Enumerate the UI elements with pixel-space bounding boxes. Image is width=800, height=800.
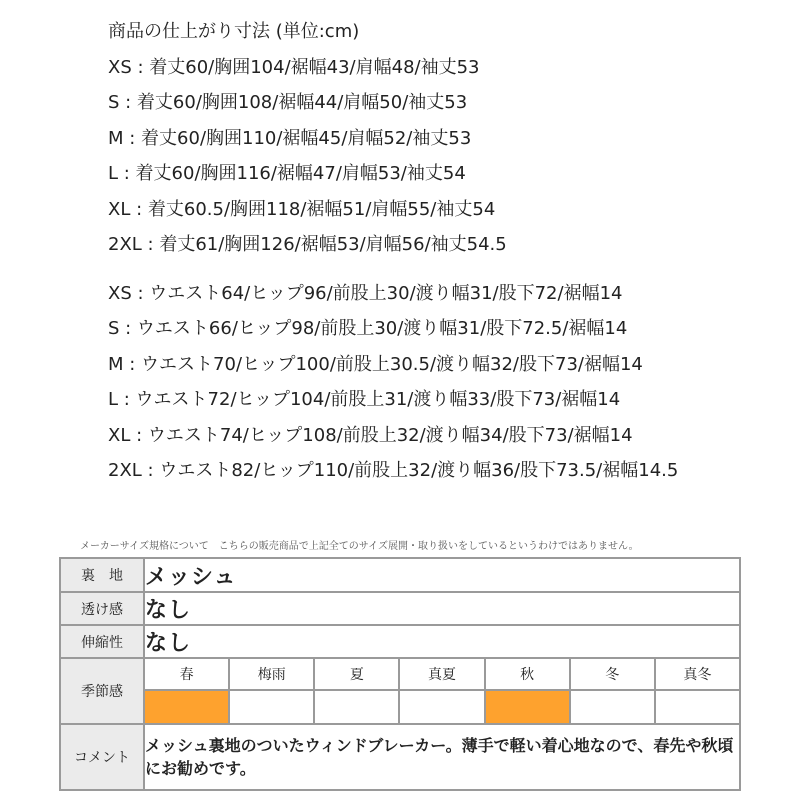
size-list — [108, 14, 768, 489]
lining-label: 裏 地 — [60, 558, 144, 592]
maker-size-note: メーカーサイズ規格について こちらの販売商品で上記全てのサイズ展開・取り扱いをしているというわけではありません。 — [80, 541, 639, 552]
season-summer: 夏 — [314, 658, 399, 690]
top-size-xs: XS : 着丈60/胸囲104/裾幅43/肩幅48/袖丈53 — [108, 56, 480, 78]
stretch-value: なし — [144, 625, 740, 658]
spec-row-comment — [60, 724, 740, 790]
season-mark-midsummer — [399, 690, 484, 724]
size-title: 商品の仕上がり寸法 (単位:cm) — [108, 21, 360, 42]
spec-row-season-names — [60, 658, 740, 690]
bottom-size-l: L : ウエスト72/ヒップ104/前股上31/渡り幅33/股下73/裾幅14 — [108, 389, 621, 410]
season-label: 季節感 — [60, 658, 144, 724]
lining-value: メッシュ — [144, 558, 740, 592]
season-midwinter: 真冬 — [655, 658, 740, 690]
season-mark-rainy — [229, 690, 314, 724]
spec-row-stretch — [60, 625, 740, 658]
season-mark-midwinter — [655, 690, 740, 724]
season-mark-summer — [314, 690, 399, 724]
comment-value: メッシュ裏地のついたウィンドブレーカー。薄手で軽い着心地なので、春先や秋頃にお勧めです。 — [144, 724, 740, 790]
bottom-size-m: M : ウエスト70/ヒップ100/前股上30.5/渡り幅32/股下73/裾幅14 — [108, 353, 643, 375]
season-mark-winter — [570, 690, 655, 724]
bottom-size-2xl: 2XL : ウエスト82/ヒップ110/前股上32/渡り幅36/股下73.5/裾幅14.5 — [108, 460, 679, 481]
comment-label: コメント — [60, 724, 144, 790]
season-winter: 冬 — [570, 658, 655, 690]
season-rainy: 梅雨 — [229, 658, 314, 690]
sheer-label: 透け感 — [60, 592, 144, 625]
stretch-label: 伸縮性 — [60, 625, 144, 658]
season-mark-spring — [144, 690, 229, 724]
season-mark-autumn — [485, 690, 570, 724]
top-size-m: M : 着丈60/胸囲110/裾幅45/肩幅52/袖丈53 — [108, 127, 472, 149]
bottom-size-xs: XS : ウエスト64/ヒップ96/前股上30/渡り幅31/股下72/裾幅14 — [108, 282, 623, 304]
top-size-l: L : 着丈60/胸囲116/裾幅47/肩幅53/袖丈54 — [108, 163, 466, 184]
season-autumn: 秋 — [485, 658, 570, 690]
spec-row-season-marks — [60, 690, 740, 724]
bottom-size-s: S : ウエスト66/ヒップ98/前股上30/渡り幅31/股下72.5/裾幅14 — [108, 318, 628, 339]
top-size-2xl: 2XL : 着丈61/胸囲126/裾幅53/肩幅56/袖丈54.5 — [108, 234, 507, 255]
spec-table — [59, 557, 741, 791]
season-spring: 春 — [144, 658, 229, 690]
top-size-xl: XL : 着丈60.5/胸囲118/裾幅51/肩幅55/袖丈54 — [108, 198, 496, 220]
top-size-s: S : 着丈60/胸囲108/裾幅44/肩幅50/袖丈53 — [108, 92, 468, 113]
season-midsummer: 真夏 — [399, 658, 484, 690]
bottom-size-xl: XL : ウエスト74/ヒップ108/前股上32/渡り幅34/股下73/裾幅14 — [108, 424, 633, 446]
sheer-value: なし — [144, 592, 740, 625]
spec-row-lining — [60, 558, 740, 592]
spec-row-sheer — [60, 592, 740, 625]
